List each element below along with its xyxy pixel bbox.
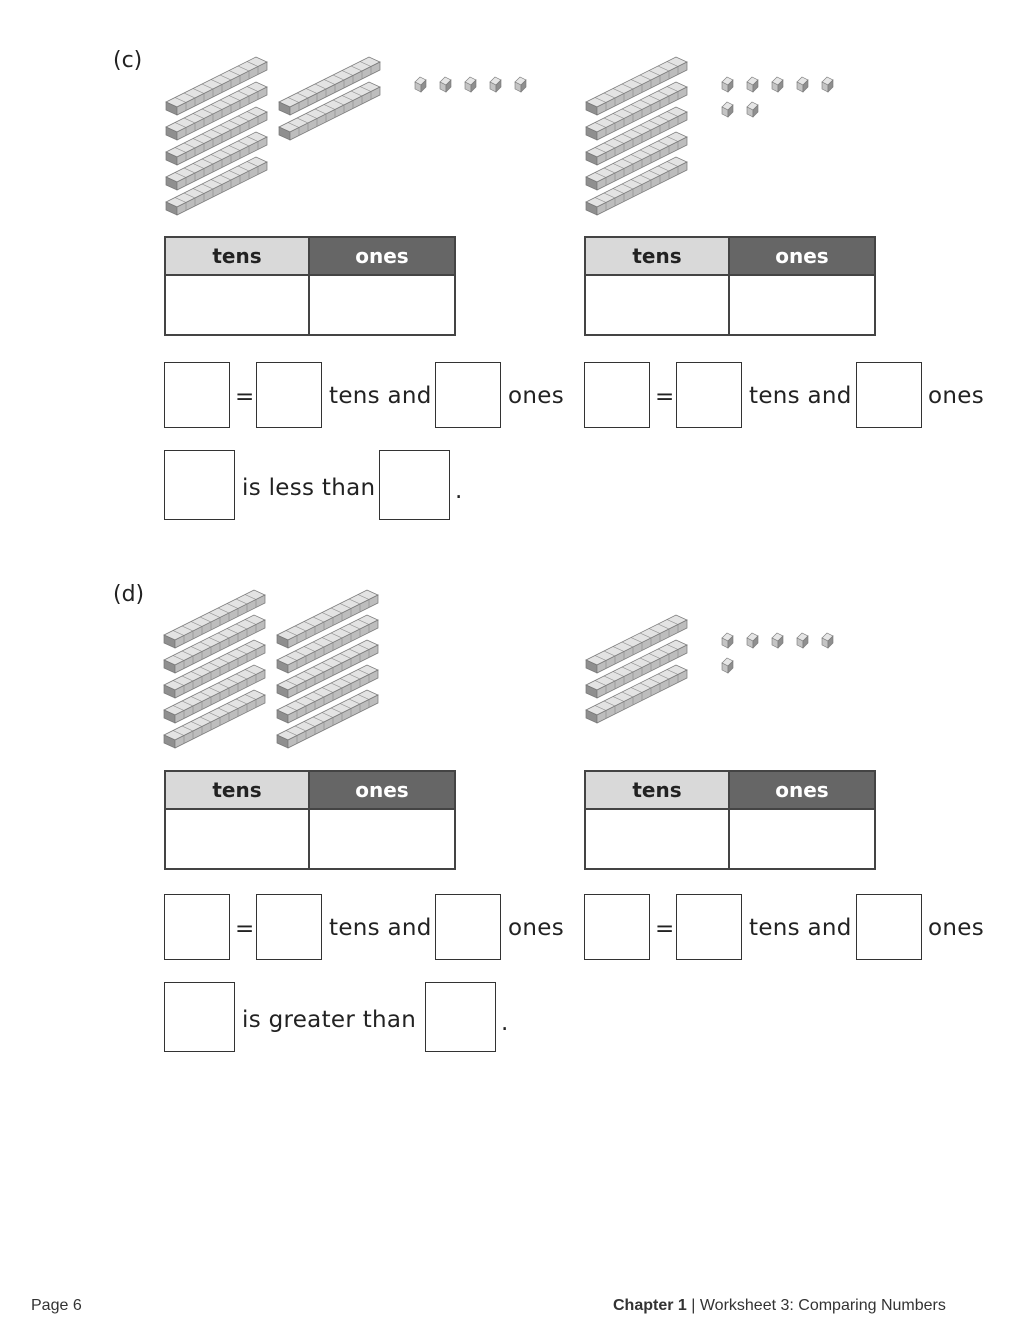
equals-sign: = <box>655 384 675 410</box>
tens-and-label: tens and <box>749 383 852 409</box>
compare-first-box[interactable] <box>164 982 235 1052</box>
ones-answer-box[interactable] <box>435 362 501 428</box>
tens-header: tens <box>586 772 730 810</box>
one-cube <box>722 658 733 673</box>
place-value-table <box>164 236 456 336</box>
part-d-left-blocks <box>160 575 400 755</box>
ones-header: ones <box>730 772 874 810</box>
one-cube <box>415 77 426 92</box>
ones-cell[interactable] <box>310 276 454 334</box>
tens-cell[interactable] <box>586 810 730 868</box>
worksheet-title: Worksheet 3: Comparing Numbers <box>699 1297 946 1314</box>
tens-answer-box[interactable] <box>256 362 322 428</box>
ones-label: ones <box>508 383 564 409</box>
number-answer-box[interactable] <box>164 894 230 960</box>
one-cube <box>465 77 476 92</box>
equals-sign: = <box>235 916 255 942</box>
tens-and-label: tens and <box>749 915 852 941</box>
place-value-table <box>164 770 456 870</box>
compare-second-box[interactable] <box>379 450 450 520</box>
one-cube <box>797 77 808 92</box>
tens-cell[interactable] <box>586 276 730 334</box>
one-cube <box>772 77 783 92</box>
ones-cell[interactable] <box>730 276 874 334</box>
ones-cell[interactable] <box>730 810 874 868</box>
one-cube <box>822 633 833 648</box>
ones-header: ones <box>310 238 454 276</box>
tens-cell[interactable] <box>166 810 310 868</box>
ones-header: ones <box>310 772 454 810</box>
part-d-right-blocks <box>580 600 860 730</box>
one-cube <box>722 102 733 117</box>
period: . <box>501 1010 509 1036</box>
number-answer-box[interactable] <box>164 362 230 428</box>
one-cube <box>747 633 758 648</box>
one-cube <box>490 77 501 92</box>
tens-answer-box[interactable] <box>256 894 322 960</box>
compare-phrase: is greater than <box>242 1007 417 1033</box>
part-c-right-blocks <box>580 40 860 220</box>
ones-label: ones <box>928 915 984 941</box>
ones-label: ones <box>508 915 564 941</box>
tens-header: tens <box>586 238 730 276</box>
ones-answer-box[interactable] <box>856 362 922 428</box>
part-c-left-blocks <box>160 40 550 220</box>
equals-sign: = <box>655 916 675 942</box>
ones-answer-box[interactable] <box>435 894 501 960</box>
one-cube <box>797 633 808 648</box>
one-cube <box>515 77 526 92</box>
tens-answer-box[interactable] <box>676 894 742 960</box>
one-cube <box>772 633 783 648</box>
equals-sign: = <box>235 384 255 410</box>
ones-label: ones <box>928 383 984 409</box>
compare-phrase: is less than <box>242 475 376 501</box>
compare-second-box[interactable] <box>425 982 496 1052</box>
one-cube <box>747 77 758 92</box>
number-answer-box[interactable] <box>584 362 650 428</box>
place-value-table <box>584 770 876 870</box>
tens-header: tens <box>166 772 310 810</box>
part-d-label: (d) <box>113 582 145 607</box>
one-cube <box>722 633 733 648</box>
number-answer-box[interactable] <box>584 894 650 960</box>
part-c-label: (c) <box>113 48 143 73</box>
tens-and-label: tens and <box>329 383 432 409</box>
one-cube <box>747 102 758 117</box>
one-cube <box>722 77 733 92</box>
ones-answer-box[interactable] <box>856 894 922 960</box>
ones-header: ones <box>730 238 874 276</box>
footer-separator: | <box>691 1297 696 1314</box>
tens-and-label: tens and <box>329 915 432 941</box>
tens-answer-box[interactable] <box>676 362 742 428</box>
tens-header: tens <box>166 238 310 276</box>
place-value-table <box>584 236 876 336</box>
one-cube <box>440 77 451 92</box>
one-cube <box>822 77 833 92</box>
ones-cell[interactable] <box>310 810 454 868</box>
page-number: Page 6 <box>31 1297 82 1314</box>
chapter-label: Chapter 1 <box>613 1297 687 1314</box>
tens-cell[interactable] <box>166 276 310 334</box>
compare-first-box[interactable] <box>164 450 235 520</box>
period: . <box>455 478 463 504</box>
footer-title <box>613 1297 946 1315</box>
